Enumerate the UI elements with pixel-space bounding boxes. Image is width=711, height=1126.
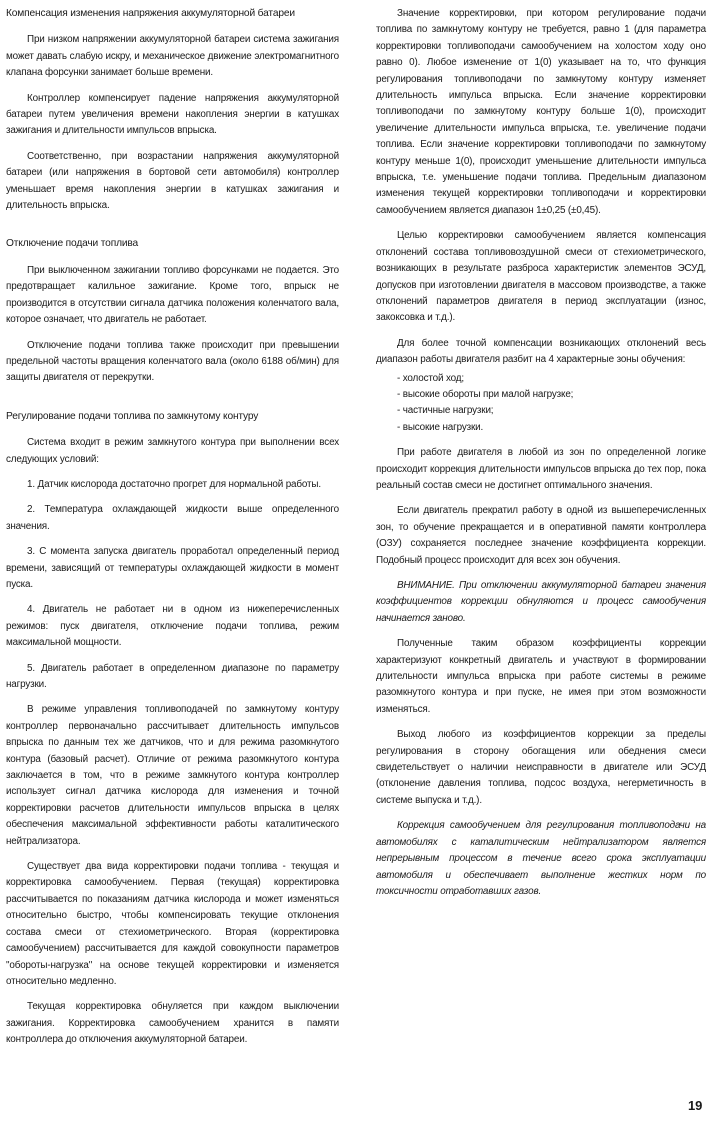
condition-item: 4. Двигатель не работает ни в одном из нижеперечисленных режимов: пуск двигателя, отключение подачи топлива, режим максимальной мощности.: [6, 604, 339, 649]
list-item: - высокие нагрузки.: [397, 421, 484, 433]
condition-item: 3. С момента запуска двигатель проработал определенный период времени, зависящий от температуры охлаждающей жидкости в момент пуска.: [6, 546, 339, 590]
condition-item: 2. Температура охлаждающей жидкости выше определенного значения.: [6, 504, 339, 532]
paragraph: Существует два вида корректировки подачи топлива - текущая и корректировка самообучением. Первая (текущая) корректировка рассчитывается по показаниям датчика кислорода и может изменяться относительно быстро, чтобы компенсировать текущие отклонения состава смеси от стехиометрического. Вторая (корректировка самообучением) рассчитывается для каждой совокупности параметров "обороты-нагрузка" на основе текущей корректировки и изменяется относительно медленно.: [6, 861, 339, 987]
paragraph: Отключение подачи топлива также происходит при превышении предельной частоты вращения коленчатого вала (около 6188 об/мин) для защиты двигателя от перекрутки.: [6, 339, 339, 384]
left-column: [6, 6, 339, 1058]
section-title-battery-compensation: Компенсация изменения напряжения аккумуляторной батареи: [6, 8, 295, 19]
paragraph: Система входит в режим замкнутого контура при выполнении всех следующих условий:: [6, 437, 339, 465]
learning-zones-list: [376, 371, 706, 437]
paragraph: Для более точной компенсации возникающих отклонений весь диапазон работы двигателя разбит на 4 характерные зоны обучения:: [376, 337, 706, 366]
condition-item: 1. Датчик кислорода достаточно прогрет для нормальной работы.: [27, 478, 321, 490]
paragraph: Целью корректировки самообучением является компенсация отклонений состава топливовоздушной смеси от стехиометрического, возникающих в результате разброса характеристик элементов ЭСУД, допусков при изготовлении двигателя в массовом производстве, а также отклонений параметров двигателя в период эксплуатации (износ, закоксовка и т.д.).: [376, 230, 706, 324]
section-title-fuel-cutoff: Отключение подачи топлива: [6, 238, 139, 250]
paragraph: При низком напряжении аккумуляторной батареи система зажигания может давать слабую искру, и механическое движение электромагнитного клапана форсунки занимает больше времени.: [6, 34, 339, 79]
paragraph: Полученные таким образом коэффициенты коррекции характеризуют конкретный двигатель и участвуют в формировании длительности импульса впрыска при работе системы в режиме разомкнутого контура и при пуске, не имея при этом возможности изменяться.: [376, 638, 706, 715]
paragraph: При выключенном зажигании топливо форсунками не подается. Это предотвращает калильное зажигание. Кроме того, впрыск не производится в отсутствии сигнала датчика положения коленчатого вала, которое означает, что двигатель не работает.: [6, 264, 339, 326]
warning-note: ВНИМАНИЕ. При отключении аккумуляторной батареи значения коэффициентов коррекции обнуляются и процесс самообучения начинается заново.: [376, 580, 706, 624]
condition-item: 5. Двигатель работает в определенном диапазоне по параметру нагрузки.: [6, 662, 339, 690]
paragraph: Выход любого из коэффициентов коррекции за пределы регулирования в сторону обогащения или обеднения смеси свидетельствует о наличии неисправности в двигателе или ЭСУД (отклонение давления топлива, подсос воздуха, негерметичность в системе выпуска и т.д.).: [376, 729, 706, 806]
page-number: 19: [688, 1098, 703, 1113]
paragraph: Значение корректировки, при котором регулирование подачи топлива по замкнутому контуру не требуется, равно 1 (для параметра корректировки топливоподачи самообучением на холостом ходу оно равно 0). Любое изменение от 1(0) указывает на то, что функция регулирования топливоподачи по замкнутому контуру изменяет длительность импульса впрыска. Если значение корректировки топливоподачи по замкнутому контуру больше 1(0), происходит увеличение длительности импульса впрыска, т.е. увеличение подачи топлива. Если значение корректировки топливоподачи по замкнутому контуру меньше 1(0), происходит уменьшение длительности импульса впрыска, т.е. уменьшение подачи топлива. Предельным диапазоном изменения текущей корректировки топливоподачи и корректировки самообучением является диапазон 1±0,25 (±0,45).: [376, 8, 706, 216]
list-item: - высокие обороты при малой нагрузке;: [397, 388, 574, 400]
paragraph: Текущая корректировка обнуляется при каждом выключении зажигания. Корректировка самообучением хранится в памяти контроллера до отключения аккумуляторной батареи.: [6, 1001, 339, 1046]
paragraph: Если двигатель прекратил работу в одной из вышеперечисленных зон, то обучение прекращается и в оперативной памяти контроллера (ОЗУ) сохраняется последнее значение коэффициента коррекции. Подобный процесс происходит для всех зон обучения.: [376, 505, 706, 566]
paragraph: Контроллер компенсирует падение напряжения аккумуляторной батареи путем увеличения времени накопления энергии в катушках зажигания и длительности импульсов впрыска.: [6, 92, 339, 137]
right-column: [376, 6, 706, 909]
list-item: - частичные нагрузки;: [397, 405, 494, 417]
paragraph: Соответственно, при возрастании напряжения аккумуляторной батареи (или напряжения в бортовой сети автомобиля) контроллер уменьшает время накопления энергии в катушках зажигания и длительность впрыска.: [6, 150, 339, 212]
section-title-closed-loop: Регулирование подачи топлива по замкнутому контуру: [6, 410, 259, 422]
paragraph: При работе двигателя в любой из зон по определенной логике происходит коррекция длительности импульсов впрыска до тех пор, пока реальный состав смеси не достигнет оптимального значения.: [376, 447, 706, 491]
conclusion-note: Коррекция самообучением для регулирования топливоподачи на автомобилях с каталитическим нейтрализатором является непрерывным процессом в течение всего срока эксплуатации автомобиля и обеспечивает выполнение жестких норм по токсичности отработавших газов.: [376, 820, 706, 897]
paragraph: В режиме управления топливоподачей по замкнутому контуру контроллер первоначально рассчитывает длительность импульсов впрыска по данным тех же датчиков, что и для режима разомкнутого контура (базовый расчет). Отличие от режима разомкнутого контура заключается в том, что в режиме замкнутого контура контроллер использует сигнал датчика кислорода для изменения и точной корректировки расчетов длительности импульсов впрыска в целях обеспечения максимальной эффективности работы каталитического нейтрализатора.: [6, 704, 339, 847]
list-item: - холостой ход;: [397, 372, 464, 384]
